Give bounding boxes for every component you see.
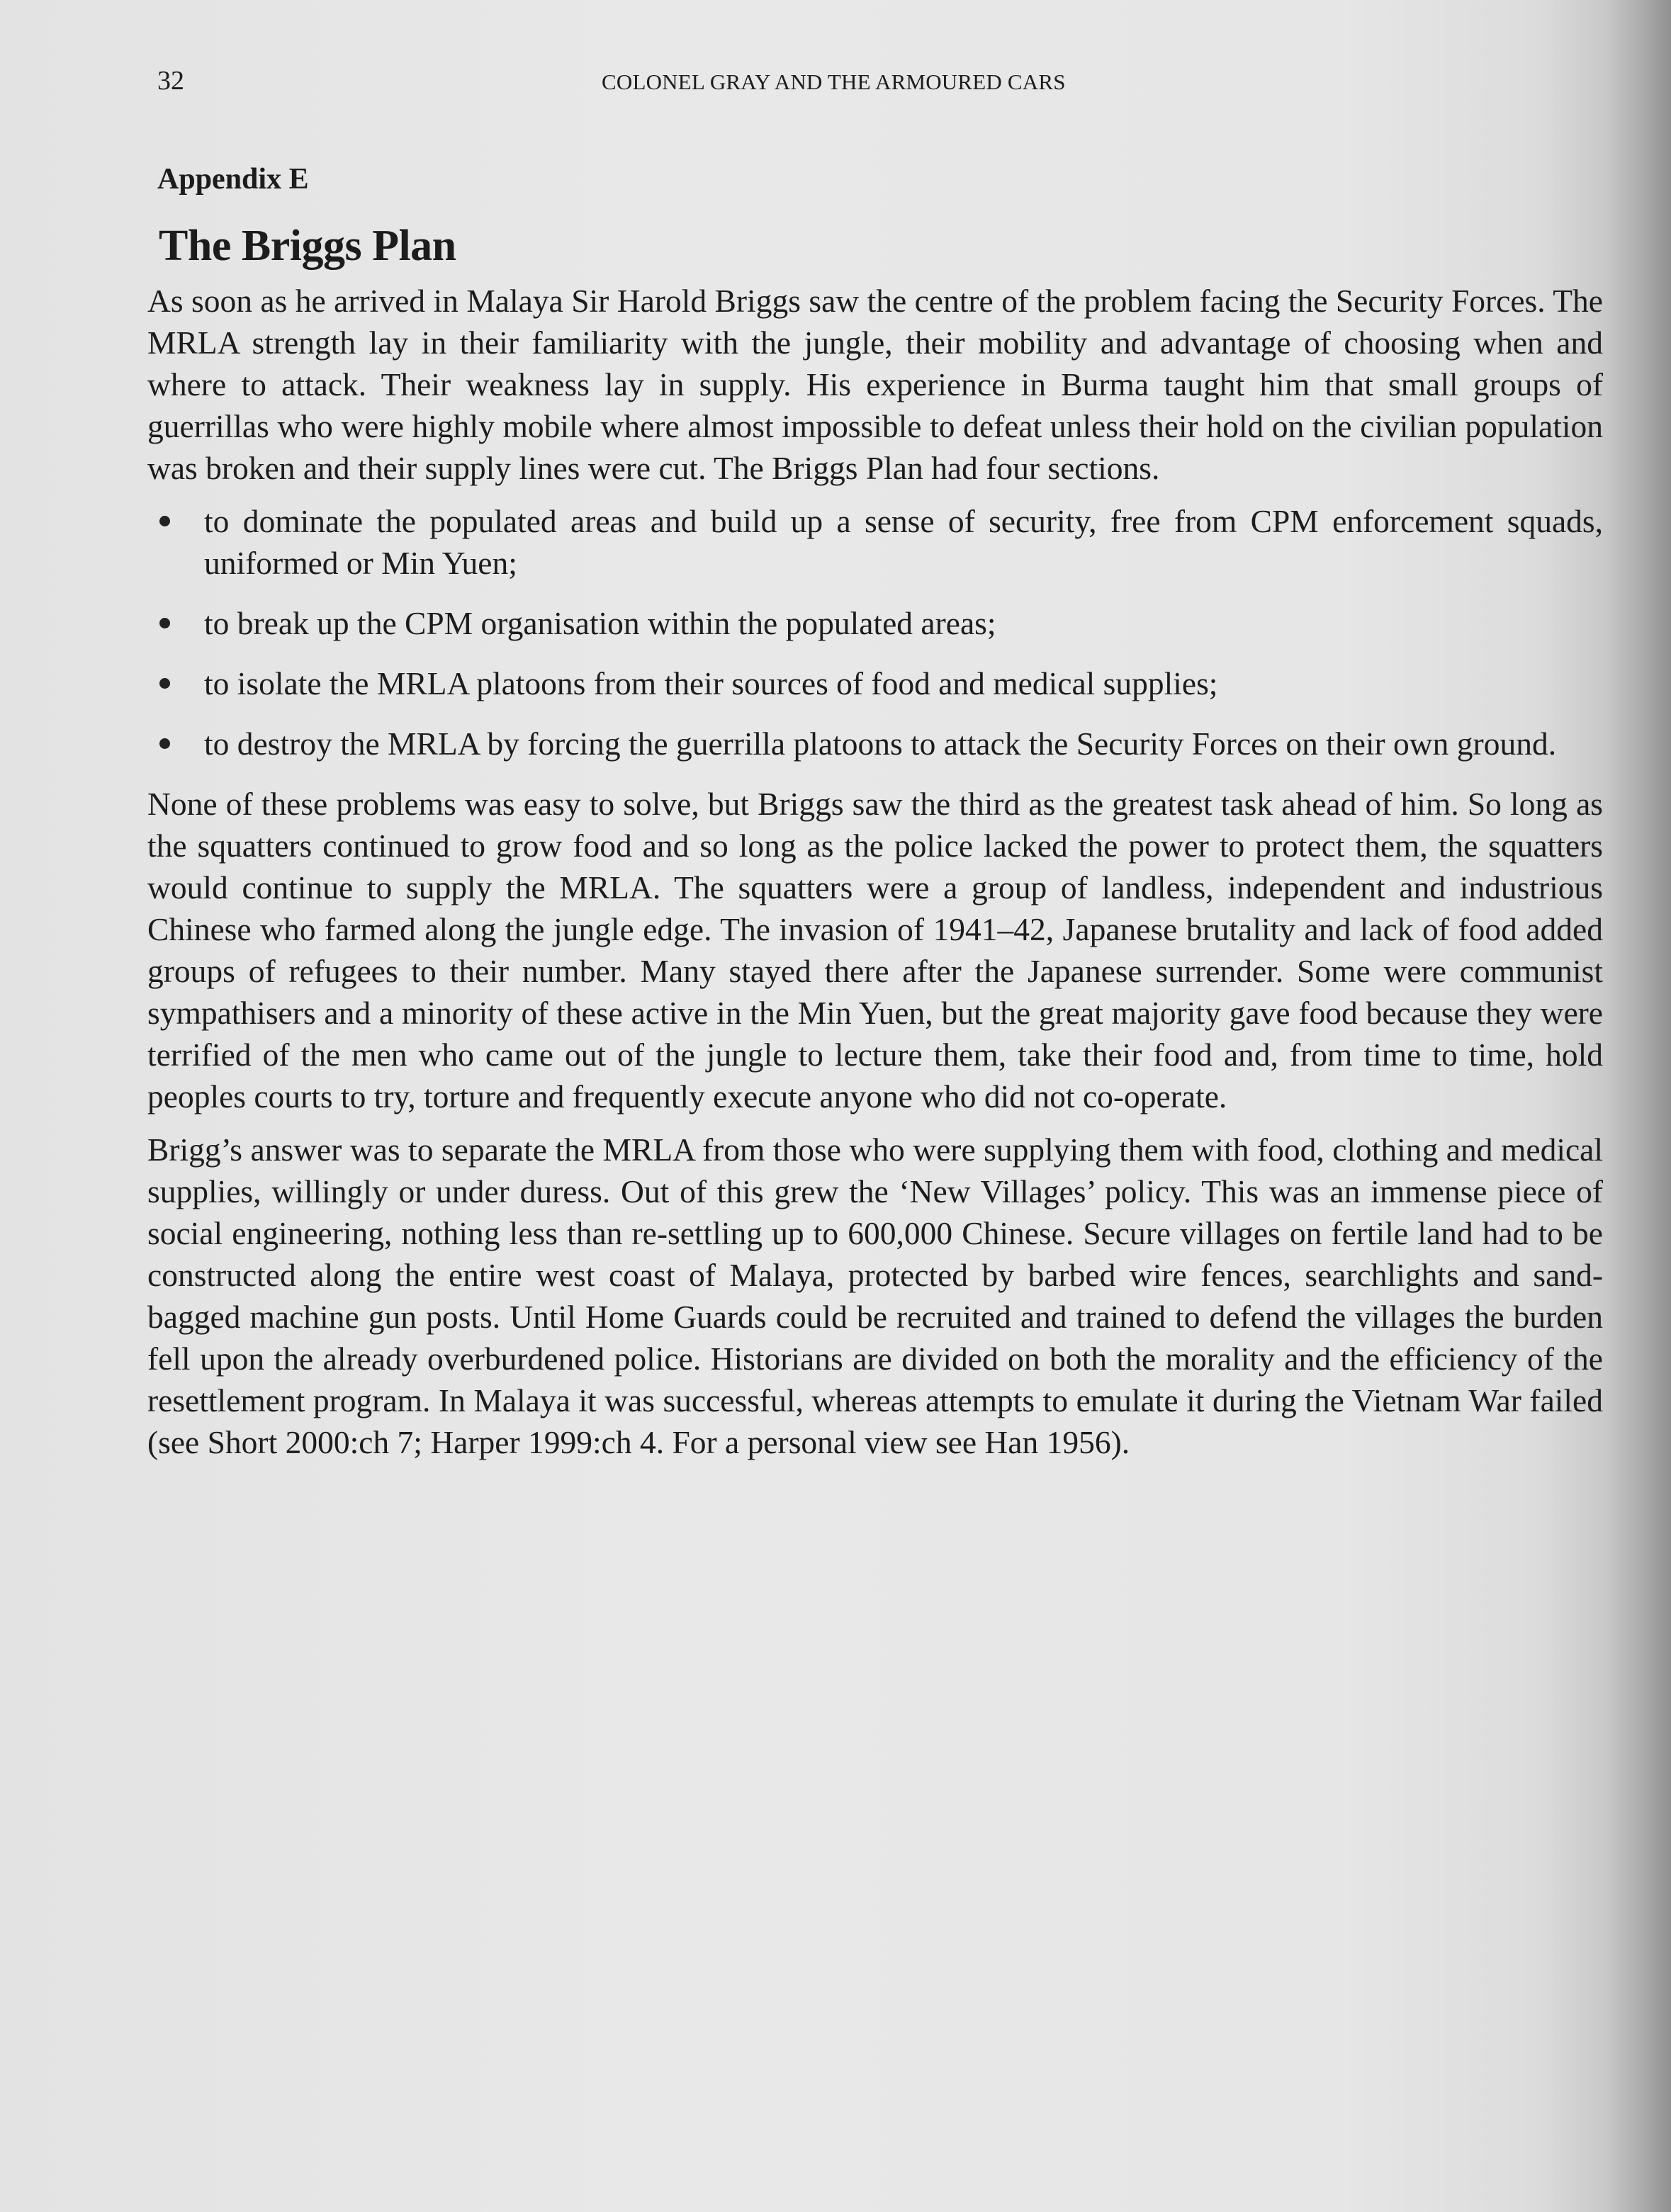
- running-title: COLONEL GRAY AND THE ARMOURED CARS: [602, 69, 1066, 94]
- list-item-text: to isolate the MRLA platoons from their sources of food and medical supplies;: [204, 665, 1218, 701]
- bullet-icon: [159, 678, 170, 689]
- running-head: [157, 65, 1603, 101]
- list-item-text: to destroy the MRLA by forcing the guerrilla platoons to attack the Security Forces on their own ground.: [204, 725, 1557, 762]
- plan-sections-list: [147, 500, 1603, 764]
- bullet-icon: [159, 516, 170, 526]
- paragraph-new-villages: Brigg’s answer was to separate the MRLA from those who were supplying them with food, clothing and medical supplies, willingly or under duress. Out of this grew the ‘New Villages’ policy. This was an immense piece of social engineering, nothing less than re-settling up to 600,000 Chinese. Secure villages on fertile land had to be constructed along the entire west coast of Malaya, protected by barbed wire fences, searchlights and sand-bagged machine gun posts. Until Home Guards could be recruited and trained to defend the villages the burden fell upon the already overburdened police. Historians are divided on both the morality and the efficiency of the resettlement program. In Malaya it was successful, whereas attempts to emulate it during the Vietnam War failed (see Short 2000:ch 7; Harper 1999:ch 4. For a personal view see Han 1956).: [147, 1131, 1603, 1460]
- list-item-text: to dominate the populated areas and build up a sense of security, free from CPM enforcement squads, uniformed or Min Yuen;: [204, 502, 1603, 581]
- section-title: The Briggs Plan: [159, 222, 456, 271]
- list-item: [147, 723, 1603, 764]
- list-item: [147, 500, 1603, 584]
- paragraph-squatters: None of these problems was easy to solve, but Briggs saw the third as the greatest task ahead of him. So long as the squatters continued to grow food and so long as the police lacked the power to protect them, the squatters would continue to supply the MRLA. The squatters were a group of landless, independent and industrious Chinese who farmed along the jungle edge. The invasion of 1941–42, Japanese brutality and lack of food added groups of refugees to their number. Many stayed there after the Japanese surrender. Some were communist sympathisers and a minority of these active in the Min Yuen, but the great majority gave food because they were terrified of the men who came out of the jungle to lecture them, take their food and, from time to time, hold peoples courts to try, torture and frequently execute anyone who did not co-operate.: [147, 785, 1603, 1115]
- list-item-text: to break up the CPM organisation within the populated areas;: [204, 604, 996, 641]
- bullet-icon: [159, 738, 170, 749]
- bullet-icon: [159, 618, 170, 628]
- page-content: [147, 162, 1603, 1474]
- list-item: [147, 662, 1603, 704]
- appendix-label: Appendix E: [157, 163, 309, 196]
- paragraph-intro: As soon as he arrived in Malaya Sir Harold Briggs saw the centre of the problem facing the Security Forces. The MRLA strength lay in their familiarity with the jungle, their mobility and advantage of choosing when and where to attack. Their weakness lay in supply. His experience in Burma taught him that small groups of guerrillas who were highly mobile where almost impossible to defeat unless their hold on the civilian population was broken and their supply lines were cut. The Briggs Plan had four sections.: [147, 282, 1603, 486]
- list-item: [147, 602, 1603, 644]
- page-number: 32: [157, 66, 184, 96]
